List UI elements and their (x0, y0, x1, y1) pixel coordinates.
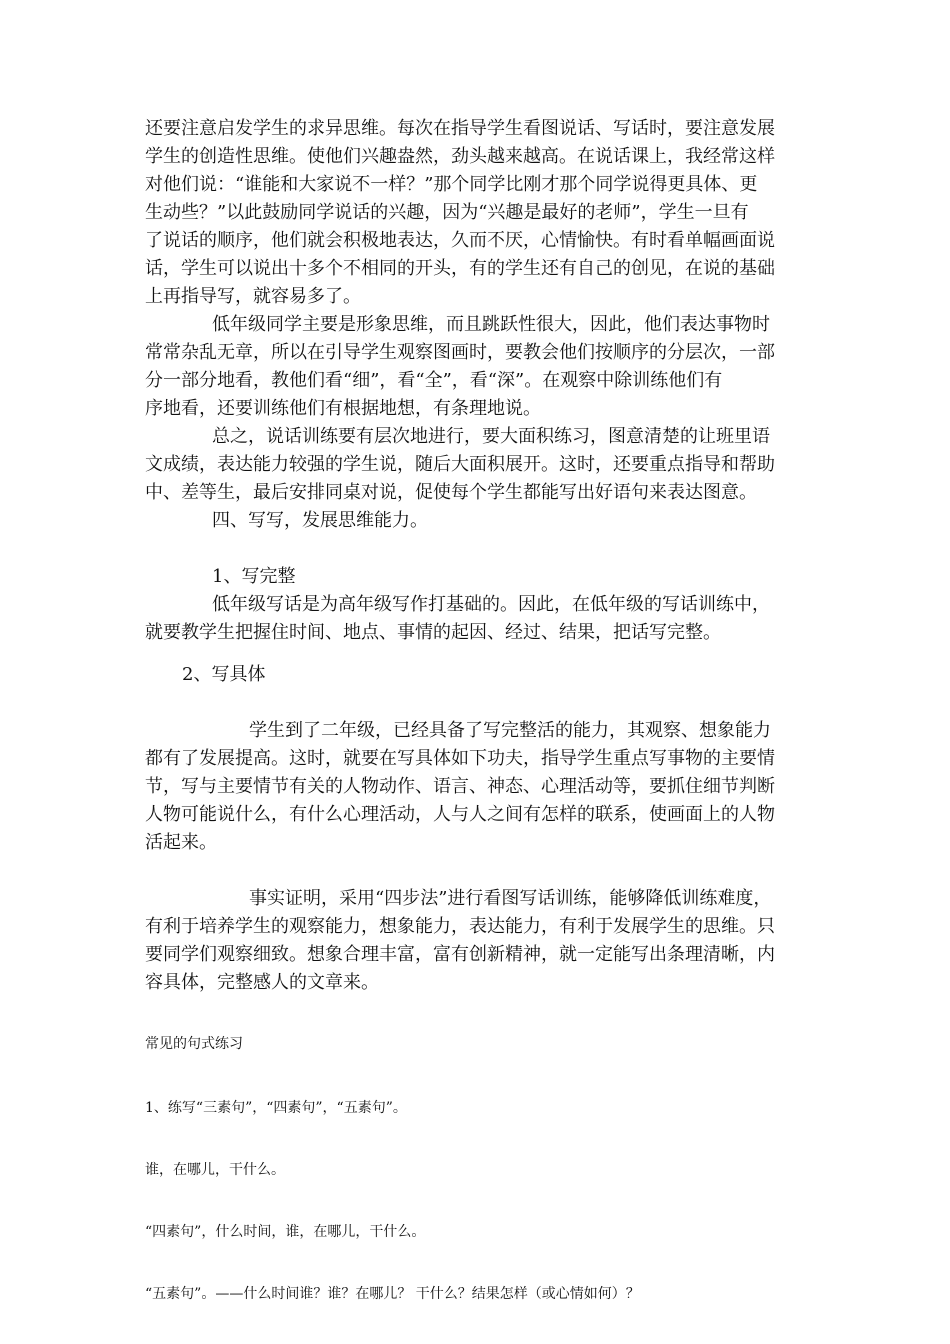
exercise-line-2: 谁，在哪儿，干什么。 (145, 1162, 285, 1178)
paragraph-6-line-2: 有利于培养学生的观察能力，想象能力，表达能力，有利于发展学生的思维。只 (145, 916, 775, 937)
paragraph-1-line-4: 生动些？”以此鼓励同学说话的兴趣，因为“兴趣是最好的老师”，学生一旦有 (145, 202, 749, 223)
section-heading-4: 四、写写，发展思维能力。 (212, 510, 428, 531)
paragraph-3-line-2: 文成绩，表达能力较强的学生说，随后大面积展开。这时，还要重点指导和帮助 (145, 454, 775, 475)
paragraph-3-line-3: 中、差等生，最后安排同桌对说，促使每个学生都能写出好语句来表达图意。 (145, 482, 757, 503)
paragraph-2-line-1: 低年级同学主要是形象思维，而且跳跃性很大，因此，他们表达事物时 (212, 314, 770, 335)
section-title-sentence-practice: 常见的句式练习 (145, 1036, 243, 1052)
paragraph-1-line-6: 话，学生可以说出十多个不相同的开头，有的学生还有自己的创见，在说的基础 (145, 258, 775, 279)
paragraph-1-line-1: 还要注意启发学生的求异思维。每次在指导学生看图说话、写话时，要注意发展 (145, 118, 775, 139)
paragraph-6-line-4: 容具体，完整感人的文章来。 (145, 972, 379, 993)
paragraph-5-line-2: 都有了发展提高。这时，就要在写具体如下功夫，指导学生重点写事物的主要情 (145, 748, 775, 769)
paragraph-5-line-3: 节，写与主要情节有关的人物动作、语言、神态、心理活动等，要抓住细节判断 (145, 776, 775, 797)
exercise-line-1: 1、练写“三素句”，“四素句”，“五素句”。 (145, 1100, 407, 1116)
paragraph-1-line-5: 了说话的顺序，他们就会积极地表达，久而不厌，心情愉快。有时看单幅画面说 (145, 230, 775, 251)
paragraph-6-line-3: 要同学们观察细致。想象合理丰富，富有创新精神，就一定能写出条理清晰，内 (145, 944, 775, 965)
paragraph-3-line-1: 总之，说话训练要有层次地进行，要大面积练习，图意清楚的让班里语 (212, 426, 770, 447)
paragraph-5-line-4: 人物可能说什么，有什么心理活动，人与人之间有怎样的联系，使画面上的人物 (145, 804, 775, 825)
exercise-line-4: “五素句”。——什么时间谁？谁？在哪儿？ 干什么？结果怎样（或心情如何）？ (145, 1286, 640, 1302)
subheading-write-complete: 1、写完整 (212, 566, 296, 587)
paragraph-4-line-2: 就要教学生把握住时间、地点、事情的起因、经过、结果，把话写完整。 (145, 622, 721, 643)
subheading-write-specific: 2、写具体 (182, 664, 266, 685)
paragraph-2-line-3: 分一部分地看，教他们看“细”，看“全”，看“深”。在观察中除训练他们有 (145, 370, 723, 391)
paragraph-6-line-1: 事实证明，采用“四步法”进行看图写话训练，能够降低训练难度， (249, 888, 772, 909)
paragraph-2-line-4: 序地看，还要训练他们有根据地想，有条理地说。 (145, 398, 541, 419)
paragraph-1-line-7: 上再指导写，就容易多了。 (145, 286, 361, 307)
exercise-line-3: “四素句”，什么时间，谁，在哪儿，干什么。 (145, 1224, 426, 1240)
paragraph-5-line-1: 学生到了二年级，已经具备了写完整活的能力，其观察、想象能力 (249, 720, 771, 741)
paragraph-5-line-5: 活起来。 (145, 832, 217, 853)
paragraph-2-line-2: 常常杂乱无章，所以在引导学生观察图画时，要教会他们按顺序的分层次，一部 (145, 342, 775, 363)
paragraph-1-line-2: 学生的创造性思维。使他们兴趣盎然，劲头越来越高。在说话课上，我经常这样 (145, 146, 775, 167)
paragraph-1-line-3: 对他们说：“谁能和大家说不一样？”那个同学比刚才那个同学说得更具体、更 (145, 174, 758, 195)
paragraph-4-line-1: 低年级写话是为高年级写作打基础的。因此，在低年级的写话训练中， (212, 594, 770, 615)
